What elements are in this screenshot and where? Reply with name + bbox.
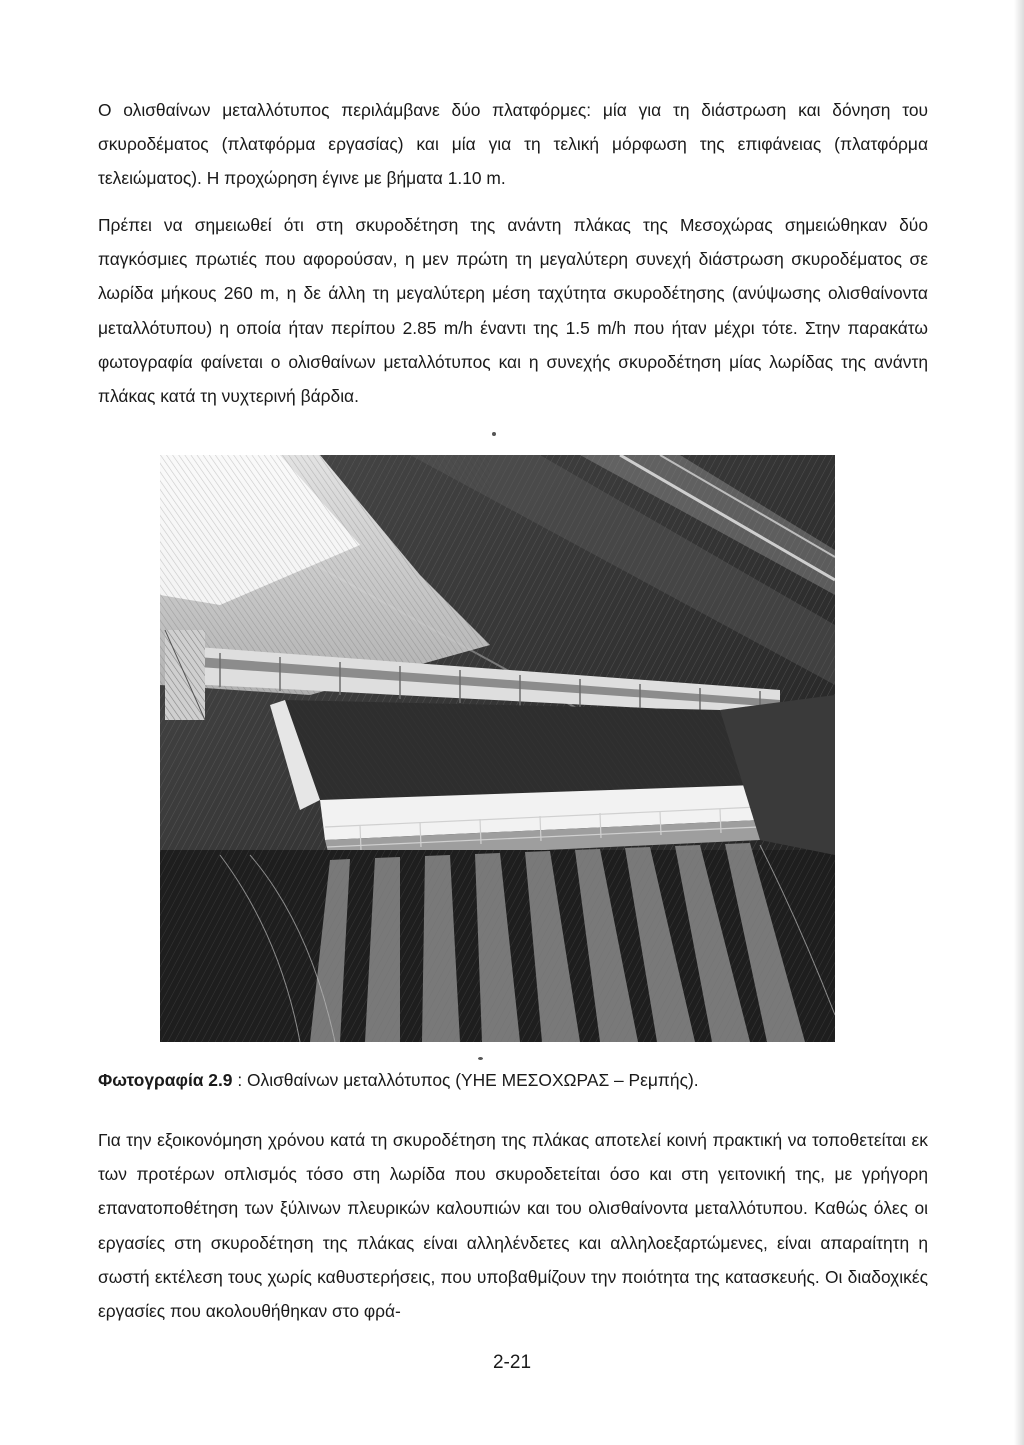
slipform-night-photo xyxy=(160,455,835,1042)
scan-speck xyxy=(492,432,496,436)
caption-text: : Ολισθαίνων μεταλλότυπος (ΥΗΕ ΜΕΣΟΧΩΡΑΣ – Ρεμπής). xyxy=(232,1070,699,1090)
photo-caption xyxy=(98,1063,928,1097)
scan-speck xyxy=(478,1057,483,1060)
paragraph-slipform-platforms: Ο ολισθαίνων μεταλλότυπος περιλάμβανε δύο πλατφόρμες: μία για τη διάστρωση και δόνηση του σκυροδέματος (πλατφόρμα εργασίας) και μία για τη τελική μόρφωση της επιφάνειας (πλατφόρμα τελειώματος). Η προχώρηση έγινε με βήματα 1.10 m. xyxy=(98,100,928,189)
paragraph-reinforcement-practice: Για την εξοικονόμηση χρόνου κατά τη σκυροδέτηση της πλάκας αποτελεί κοινή πρακτική να τοποθετείται εκ των προτέρων οπλισμός τόσο στη λωρίδα που σκυροδετείται όσο και στη γειτονική της, με γρήγορη επανατοποθέτηση των ξύλινων πλευρικών καλουπιών και του ολισθαίνοντα μεταλλότυπου. Καθώς όλες οι εργασίες στη σκυροδέτηση της πλάκας είναι αλληλένδετες και αλληλοεξαρτώμενες, είναι απαραίτητη η σωστή εκτέλεση τους χωρίς καθυστερήσεις, που υποβαθμίζουν την ποιότητα της κατασκευής. Οι διαδοχικές εργασίες που ακολουθήθηκαν στο φρά- xyxy=(98,1130,928,1322)
paragraph-world-records: Πρέπει να σημειωθεί ότι στη σκυροδέτηση της ανάντη πλάκας της Μεσοχώρας σημειώθηκαν δύο παγκόσμιες πρωτιές που αφορούσαν, η μεν πρώτη τη μεγαλύτερη συνεχή διάστρωση σκυροδέματος σε λωρίδα μήκους 260 m, η δε άλλη τη μεγαλύτερη μέση ταχύτητα σκυροδέτησης (ανύψωσης ολισθαίνοντα μεταλλότυπου) η οποία ήταν περίπου 2.85 m/h έναντι της 1.5 m/h που ήταν μέχρι τότε. Στην παρακάτω φωτογραφία φαίνεται ο ολισθαίνων μεταλλότυπος και η συνεχής σκυροδέτηση μίας λωρίδας της ανάντη πλάκας κατά τη νυχτερινή βάρδια. xyxy=(98,215,928,407)
page-number: 2-21 xyxy=(492,1352,532,1373)
caption-label: Φωτογραφία 2.9 xyxy=(98,1070,233,1090)
scan-edge-shadow xyxy=(1014,0,1024,1445)
